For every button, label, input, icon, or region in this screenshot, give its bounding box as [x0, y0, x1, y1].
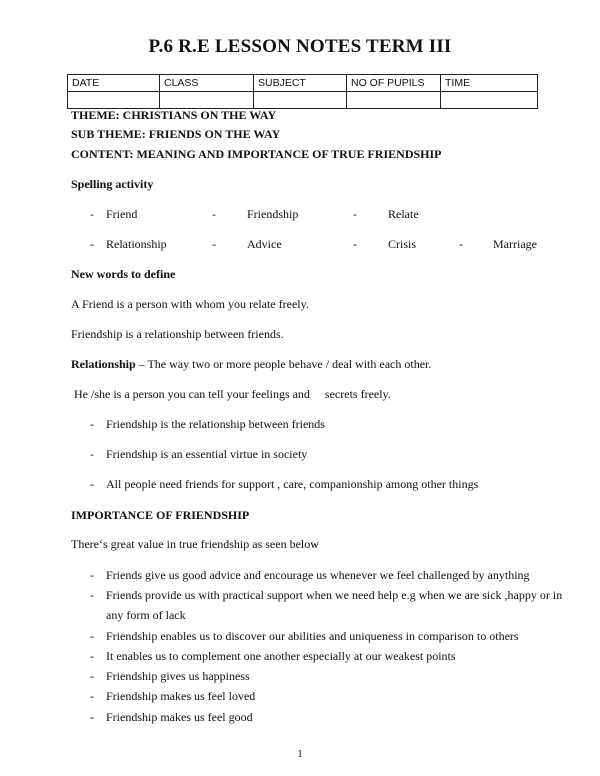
pupils-cell [347, 92, 441, 109]
sub-theme-line: SUB THEME: FRIENDS ON THE WAY [71, 127, 281, 141]
he-she-line: He /she is a person you can tell your feelings and secrets freely. [74, 387, 391, 401]
relationship-term: Relationship [71, 357, 136, 371]
friendship-definition: Friendship is a relationship between friends. [71, 327, 284, 341]
column-no-of-pupils: NO OF PUPILS [347, 75, 441, 92]
time-cell [441, 92, 538, 109]
dash: - [212, 237, 216, 251]
date-cell [68, 92, 160, 109]
list-item: It enables us to complement one another especially at our weakest points [106, 649, 456, 663]
dash: - [90, 649, 94, 663]
spelling-word: Advice [247, 237, 282, 251]
dash: - [90, 207, 94, 221]
spelling-word: Relationship [106, 237, 167, 251]
table-header-row [68, 75, 538, 92]
lesson-header-table [67, 74, 538, 109]
theme-line: THEME: CHRISTIANS ON THE WAY [71, 108, 277, 122]
list-item-continuation: any form of lack [106, 608, 186, 622]
importance-intro: There‘s great value in true friendship as seen below [71, 537, 319, 551]
column-time: TIME [441, 75, 538, 92]
dash: - [90, 237, 94, 251]
spelling-word: Marriage [493, 237, 537, 251]
class-cell [160, 92, 254, 109]
column-subject: SUBJECT [254, 75, 347, 92]
dash: - [90, 447, 94, 461]
column-class: CLASS [160, 75, 254, 92]
dash: - [90, 629, 94, 643]
list-item: Friendship makes us feel loved [106, 689, 256, 703]
spelling-heading: Spelling activity [71, 177, 154, 191]
dash: - [90, 669, 94, 683]
dash: - [90, 710, 94, 724]
page-number: 1 [297, 748, 303, 760]
spelling-word: Relate [388, 207, 419, 221]
dash: - [90, 689, 94, 703]
dash: - [212, 207, 216, 221]
dash: - [90, 477, 94, 491]
content-line: CONTENT: MEANING AND IMPORTANCE OF TRUE FRIENDSHIP [71, 147, 442, 161]
list-item: Friendship gives us happiness [106, 669, 250, 683]
relationship-definition [71, 357, 431, 372]
list-item: All people need friends for support , care, companionship among other things [106, 477, 479, 491]
dash: - [353, 207, 357, 221]
list-item: Friendship enables us to discover our abilities and uniqueness in comparison to others [106, 629, 519, 643]
page-title: P.6 R.E LESSON NOTES TERM III [148, 36, 452, 57]
table-empty-row [68, 92, 538, 109]
list-item: Friends give us good advice and encourage us whenever we feel challenged by anything [106, 568, 530, 582]
new-words-heading: New words to define [71, 267, 176, 281]
column-date: DATE [68, 75, 160, 92]
list-item: Friendship is the relationship between friends [106, 417, 325, 431]
dash: - [459, 237, 463, 251]
relationship-text: – The way two or more people behave / deal with each other. [135, 357, 432, 371]
spelling-word: Crisis [388, 237, 417, 251]
list-item: Friendship makes us feel good [106, 710, 253, 724]
dash: - [90, 568, 94, 582]
list-item: Friendship is an essential virtue in society [106, 447, 308, 461]
dash: - [90, 588, 94, 602]
dash: - [90, 417, 94, 431]
subject-cell [254, 92, 347, 109]
dash: - [353, 237, 357, 251]
spelling-word: Friend [106, 207, 138, 221]
spelling-word: Friendship [247, 207, 299, 221]
importance-heading: IMPORTANCE OF FRIENDSHIP [71, 508, 250, 522]
friend-definition: A Friend is a person with whom you relate freely. [71, 297, 309, 311]
list-item: Friends provide us with practical support when we need help e.g when we are sick ,happy or in [106, 588, 563, 602]
